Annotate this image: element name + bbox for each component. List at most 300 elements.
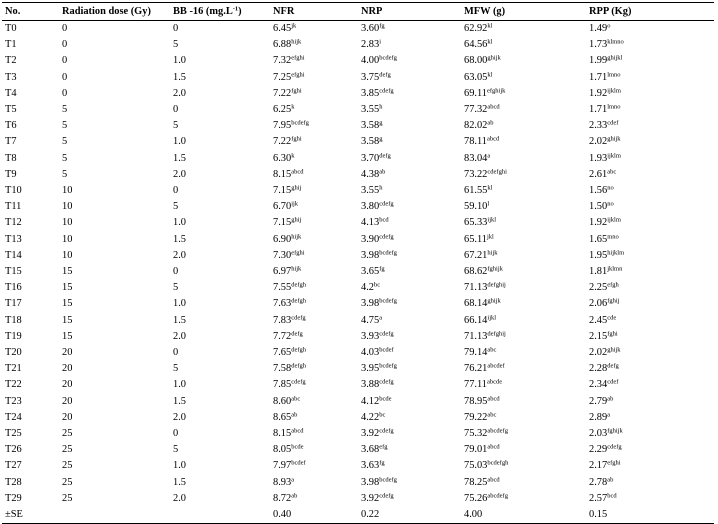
cell-radiation-dose: 10 [62,249,73,261]
mfw-letters: defghij [487,330,506,338]
table-row [2,313,714,329]
table-row [2,134,714,150]
nrp-value: 3.85 [361,87,380,99]
cell-no: T9 [5,168,17,180]
rpp-letters: mno [607,233,619,241]
rpp-letters: a [607,411,611,419]
cell-mfw [461,329,586,345]
nfr-letters: bcde [291,443,304,451]
table-row [2,248,714,264]
cell-bb16: 2.0 [173,249,186,261]
nfr-letters: ab [291,411,298,419]
nfr-value: 8.15 [273,428,292,440]
rpp-letters: defg [607,362,619,370]
nfr-letters: efghi [291,249,305,257]
cell-radiation-dose: 25 [62,444,73,456]
nfr-letters: ghij [291,184,302,192]
cell-mfw [461,377,586,393]
rpp-letters: cdef [607,119,619,127]
cell-nfr [270,264,358,280]
se-nfr: 0.40 [270,507,358,524]
nfr-value: 7.63 [273,298,292,310]
mfw-letters: abc [487,346,497,354]
cell-nrp [358,377,461,393]
cell-rpp [586,248,714,264]
cell-nfr [270,183,358,199]
cell-rpp [586,475,714,491]
nfr-letters: ijk [291,200,299,208]
nfr-letters: defgh [291,281,306,289]
cell-no: T23 [5,395,22,407]
mfw-value: 78.25 [464,476,488,488]
cell-bb16: 0 [173,266,179,278]
nrp-value: 3.98 [361,476,380,488]
rpp-letters: fghijk [607,427,623,435]
cell-nfr [270,102,358,118]
table-body [2,21,714,508]
header-mfw: MFW (g) [461,3,586,21]
rpp-letters: fghij [607,297,620,305]
cell-no: T15 [5,266,22,278]
cell-mfw [461,199,586,215]
nfr-value: 7.22 [273,87,292,99]
cell-no: T10 [5,185,22,197]
cell-radiation-dose: 15 [62,314,73,326]
cell-nrp [358,345,461,361]
header-bb16-exponent: -1 [232,5,239,13]
table-row [2,426,714,442]
cell-rpp [586,70,714,86]
nrp-letters: a [379,314,383,322]
cell-mfw [461,345,586,361]
mfw-letters: kl [487,38,493,46]
nfr-value: 7.22 [273,136,292,148]
cell-nfr [270,118,358,134]
cell-mfw [461,167,586,183]
cell-radiation-dose: 0 [62,55,68,67]
cell-rpp [586,21,714,38]
cell-nfr [270,199,358,215]
cell-bb16: 0 [173,23,179,34]
cell-bb16: 0 [173,185,179,197]
nfr-value: 7.85 [273,379,292,391]
rpp-letters: klmno [607,38,624,46]
cell-no: T17 [5,298,22,310]
nrp-letters: cdefg [379,378,394,386]
mfw-value: 71.13 [464,282,488,294]
rpp-letters: ijklm [607,87,621,95]
nrp-value: 4.03 [361,347,380,359]
mfw-letters: abcde [487,378,503,386]
cell-rpp [586,280,714,296]
nrp-value: 3.90 [361,233,380,245]
rpp-letters: efgh [607,281,619,289]
nrp-letters: cdefg [379,233,394,241]
rpp-value: 2.25 [589,282,608,294]
cell-bb16: 2.0 [173,330,186,342]
nfr-letters: abc [291,395,301,403]
cell-radiation-dose: 25 [62,460,73,472]
cell-nrp [358,264,461,280]
rpp-value: 2.78 [589,476,608,488]
cell-bb16: 2.0 [173,87,186,99]
nrp-value: 4.00 [361,55,380,67]
se-rpp: 0.15 [586,507,714,524]
cell-mfw [461,151,586,167]
cell-radiation-dose: 25 [62,492,73,504]
cell-no: T26 [5,444,22,456]
cell-radiation-dose: 20 [62,347,73,359]
cell-bb16: 1.5 [173,476,186,488]
nfr-value: 7.25 [273,71,292,83]
nfr-letters: efghi [291,71,305,79]
cell-no: T22 [5,379,22,391]
mfw-value: 77.11 [464,379,487,391]
table-row [2,118,714,134]
mfw-value: 62.92 [464,23,488,34]
nrp-value: 3.93 [361,330,380,342]
mfw-letters: ghijk [487,54,501,62]
mfw-value: 71.13 [464,330,488,342]
mfw-value: 75.32 [464,428,488,440]
mfw-value: 68.62 [464,266,488,278]
nfr-value: 6.25 [273,104,292,116]
mfw-letters: abcd [487,476,500,484]
cell-bb16: 1.5 [173,71,186,83]
nrp-value: 4.75 [361,314,380,326]
cell-radiation-dose: 15 [62,330,73,342]
cell-radiation-dose: 20 [62,395,73,407]
nrp-letters: bc [374,281,381,289]
nfr-letters: bcdef [291,459,306,467]
cell-mfw [461,248,586,264]
table-row [2,151,714,167]
cell-nrp [358,37,461,53]
cell-radiation-dose: 0 [62,23,68,34]
nrp-value: 3.55 [361,185,380,197]
cell-no: T20 [5,347,22,359]
nrp-value: 3.60 [361,23,380,34]
table-row [2,280,714,296]
cell-radiation-dose: 25 [62,476,73,488]
nrp-value: 4.38 [361,168,380,180]
cell-bb16: 1.5 [173,152,186,164]
rpp-value: 1.93 [589,152,608,164]
cell-mfw [461,426,586,442]
cell-radiation-dose: 5 [62,120,68,132]
nrp-letters: fg [379,265,385,273]
mfw-value: 83.04 [464,152,488,164]
cell-radiation-dose: 5 [62,168,68,180]
nfr-letters: jk [291,22,297,30]
cell-no: T5 [5,104,17,116]
nfr-value: 6.30 [273,152,292,164]
table-row [2,167,714,183]
mfw-letters: abcdefg [487,492,508,500]
cell-bb16: 1.0 [173,379,186,391]
cell-nrp [358,199,461,215]
table-row [2,264,714,280]
cell-bb16: 2.0 [173,168,186,180]
rpp-value: 2.02 [589,347,608,359]
nrp-letters: bcdefg [379,249,397,257]
cell-radiation-dose: 10 [62,217,73,229]
rpp-letters: bcd [607,492,617,500]
se-dose-empty [59,507,170,524]
cell-no: T18 [5,314,22,326]
rpp-value: 2.15 [589,330,608,342]
rpp-value: 2.29 [589,444,608,456]
nrp-letters: ab [379,168,386,176]
rpp-letters: lmno [607,103,621,111]
cell-mfw [461,491,586,507]
nrp-letters: g [379,119,383,127]
rpp-letters: lmno [607,71,621,79]
cell-no: T16 [5,282,22,294]
mfw-value: 65.33 [464,217,488,229]
cell-radiation-dose: 25 [62,428,73,440]
mfw-letters: abcdef [487,362,505,370]
cell-nrp [358,134,461,150]
cell-no: T21 [5,363,22,375]
nfr-value: 8.65 [273,411,292,423]
cell-nrp [358,313,461,329]
nrp-letters: bcdefg [379,297,397,305]
cell-mfw [461,86,586,102]
rpp-letters: efghi [607,459,621,467]
cell-bb16: 1.5 [173,395,186,407]
nrp-letters: fg [379,459,385,467]
cell-nfr [270,280,358,296]
mfw-letters: defghij [487,281,506,289]
cell-nrp [358,70,461,86]
rpp-value: 1.50 [589,201,608,213]
nrp-letters: cdefg [379,427,394,435]
results-table [2,2,714,524]
table-row [2,442,714,458]
cell-no: T29 [5,492,22,504]
nrp-value: 3.92 [361,492,380,504]
rpp-letters: ghijk [607,135,621,143]
nfr-letters: hijk [291,265,302,273]
cell-radiation-dose: 0 [62,87,68,99]
cell-nrp [358,280,461,296]
header-nrp: NRP [358,3,461,21]
cell-bb16: 5 [173,363,179,375]
nfr-letters: defgh [291,362,306,370]
cell-nrp [358,215,461,231]
cell-mfw [461,70,586,86]
nfr-letters: defgh [291,297,306,305]
mfw-value: 61.55 [464,185,488,197]
mfw-letters: fghijk [487,265,503,273]
cell-mfw [461,280,586,296]
nrp-letters: defg [379,152,391,160]
cell-rpp [586,199,714,215]
cell-nrp [358,394,461,410]
mfw-letters: kl [487,22,493,30]
cell-rpp [586,86,714,102]
rpp-value: 1.92 [589,87,608,99]
nrp-letters: bcdef [379,346,394,354]
rpp-value: 2.45 [589,314,608,326]
cell-rpp [586,102,714,118]
cell-no: T13 [5,233,22,245]
cell-radiation-dose: 0 [62,39,68,51]
table-row [2,377,714,393]
nrp-value: 3.88 [361,379,380,391]
table-row [2,394,714,410]
cell-nrp [358,53,461,69]
rpp-value: 1.95 [589,249,608,261]
rpp-letters: ijklm [607,216,621,224]
rpp-value: 2.28 [589,363,608,375]
cell-nrp [358,248,461,264]
rpp-value: 2.06 [589,298,608,310]
nrp-value: 3.63 [361,460,380,472]
mfw-letters: abcd [487,395,500,403]
mfw-value: 68.00 [464,55,488,67]
cell-nfr [270,475,358,491]
cell-radiation-dose: 15 [62,282,73,294]
cell-no: T12 [5,217,22,229]
cell-nfr [270,394,358,410]
mfw-value: 59.10 [464,201,488,213]
cell-rpp [586,458,714,474]
nrp-value: 4.12 [361,395,380,407]
cell-rpp [586,394,714,410]
cell-nrp [358,426,461,442]
mfw-value: 65.11 [464,233,487,245]
rpp-value: 2.02 [589,136,608,148]
cell-nfr [270,53,358,69]
cell-bb16: 1.0 [173,460,186,472]
cell-mfw [461,215,586,231]
nrp-letters: i [379,38,381,46]
mfw-letters: cdefghi [487,168,507,176]
cell-nrp [358,442,461,458]
cell-no: T11 [5,201,22,213]
table-row [2,361,714,377]
mfw-value: 76.21 [464,363,488,375]
nfr-value: 8.60 [273,395,292,407]
cell-nrp [358,329,461,345]
nfr-value: 7.55 [273,282,292,294]
rpp-value: 1.92 [589,217,608,229]
mfw-value: 77.32 [464,104,488,116]
mfw-letters: a [487,152,491,160]
nfr-letters: efghi [291,54,305,62]
cell-bb16: 0 [173,104,179,116]
cell-radiation-dose: 10 [62,201,73,213]
nfr-value: 7.72 [273,330,292,342]
nfr-value: 6.45 [273,23,292,34]
rpp-letters: no [607,184,614,192]
cell-rpp [586,345,714,361]
cell-rpp [586,183,714,199]
table-row [2,37,714,53]
cell-mfw [461,102,586,118]
cell-bb16: 1.0 [173,298,186,310]
table-row [2,183,714,199]
nrp-letters: cdefg [379,200,394,208]
mfw-letters: l [487,200,490,208]
mfw-value: 75.26 [464,492,488,504]
mfw-letters: ijkl [487,314,497,322]
nrp-value: 4.13 [361,217,380,229]
cell-rpp [586,232,714,248]
nrp-value: 3.55 [361,104,380,116]
mfw-value: 63.05 [464,71,488,83]
mfw-value: 69.11 [464,87,487,99]
rpp-letters: ijklm [607,152,621,160]
cell-bb16: 0 [173,347,179,359]
cell-rpp [586,442,714,458]
mfw-value: 73.22 [464,168,488,180]
header-row [2,3,714,21]
cell-nrp [358,183,461,199]
rpp-value: 1.99 [589,55,608,67]
cell-nfr [270,345,358,361]
cell-nrp [358,410,461,426]
nrp-letters: bcdefg [379,362,397,370]
nfr-value: 8.93 [273,476,292,488]
nfr-value: 7.15 [273,185,292,197]
header-bb16-close: ) [238,6,242,17]
cell-nrp [358,102,461,118]
cell-nfr [270,232,358,248]
table-row [2,345,714,361]
mfw-letters: abcdefg [487,427,508,435]
rpp-value: 2.57 [589,492,608,504]
mfw-value: 78.11 [464,136,487,148]
nfr-value: 6.90 [273,233,292,245]
table-row [2,102,714,118]
nrp-value: 3.80 [361,201,380,213]
cell-radiation-dose: 10 [62,233,73,245]
nrp-letters: efg [379,443,388,451]
cell-mfw [461,410,586,426]
rpp-value: 1.49 [589,23,608,34]
cell-radiation-dose: 20 [62,411,73,423]
cell-rpp [586,118,714,134]
cell-nfr [270,377,358,393]
nfr-letters: ab [291,492,298,500]
rpp-letters: ab [607,395,614,403]
nrp-letters: cdefg [379,87,394,95]
cell-nfr [270,21,358,38]
cell-nrp [358,232,461,248]
cell-nfr [270,442,358,458]
nrp-letters: g [379,135,383,143]
nfr-value: 7.30 [273,249,292,261]
cell-radiation-dose: 0 [62,71,68,83]
se-nrp: 0.22 [358,507,461,524]
nfr-value: 7.95 [273,120,292,132]
cell-bb16: 1.5 [173,233,186,245]
nrp-letters: bcd [379,216,389,224]
nrp-letters: bcdefg [379,476,397,484]
rpp-value: 2.33 [589,120,608,132]
cell-mfw [461,264,586,280]
cell-no: T19 [5,330,22,342]
cell-no: T3 [5,71,17,83]
cell-bb16: 1.0 [173,217,186,229]
nrp-value: 4.2 [361,282,374,294]
nrp-value: 2.83 [361,39,380,51]
nrp-letters: bcdefg [379,54,397,62]
rpp-letters: o [607,22,611,30]
